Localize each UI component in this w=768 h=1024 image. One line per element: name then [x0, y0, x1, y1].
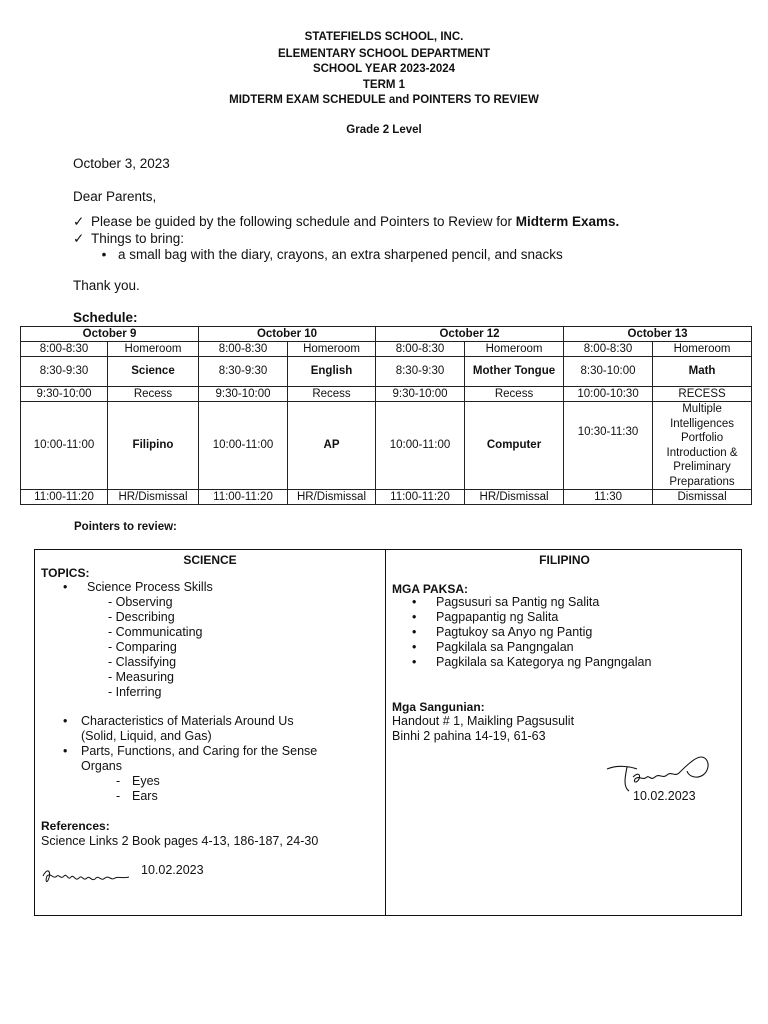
- science-topic: • Characteristics of Materials Around Us: [63, 714, 294, 728]
- skill-item: - Classifying: [108, 655, 177, 669]
- filipino-topics-label: MGA PAKSA:: [392, 582, 468, 596]
- check-mark-icon: ✓: [73, 231, 85, 246]
- schedule-table: [20, 326, 752, 505]
- skill-item: - Describing: [108, 610, 175, 624]
- subject-cell: Filipino: [108, 402, 199, 490]
- filipino-heading: FILIPINO: [539, 553, 590, 567]
- filipino-topic: • Pagsusuri sa Pantig ng Salita: [412, 595, 600, 609]
- subject-cell: Mother Tongue: [465, 357, 564, 387]
- subject-cell: Homeroom: [108, 342, 199, 357]
- references-label: References:: [41, 819, 110, 833]
- schedule-label: Schedule:: [73, 310, 138, 325]
- time-cell: 8:30-9:30: [376, 357, 465, 387]
- time-cell: 9:30-10:00: [21, 387, 108, 402]
- science-sign-date: 10.02.2023: [141, 863, 204, 877]
- subject-cell: English: [288, 357, 376, 387]
- time-cell: 11:30: [564, 490, 653, 505]
- organ-item: - Ears: [116, 789, 158, 803]
- time-cell: 11:00-11:20: [376, 490, 465, 505]
- grade-level: Grade 2 Level: [346, 124, 422, 136]
- science-topic: • Science Process Skills: [63, 580, 213, 594]
- document-title: MIDTERM EXAM SCHEDULE and POINTERS TO REVIEW: [229, 94, 539, 106]
- source-line: Binhi 2 pahina 14-19, 61-63: [392, 729, 546, 743]
- day-header: October 10: [199, 327, 376, 342]
- filipino-topic: • Pagkilala sa Kategorya ng Pangngalan: [412, 655, 652, 669]
- time-cell: 10:00-11:00: [199, 402, 288, 490]
- schedule-header-row: [21, 327, 752, 342]
- subject-cell: Dismissal: [653, 490, 752, 505]
- references-text: Science Links 2 Book pages 4-13, 186-187, 24-30: [41, 834, 319, 848]
- time-cell: 8:30-10:00: [564, 357, 653, 387]
- pointers-label: Pointers to review:: [74, 521, 177, 533]
- time-cell: 10:30-11:30: [564, 402, 653, 490]
- day-header: October 9: [21, 327, 199, 342]
- source-line: Handout # 1, Maikling Pagsusulit: [392, 714, 575, 728]
- subject-cell: Recess: [288, 387, 376, 402]
- time-cell: 8:00-8:30: [376, 342, 465, 357]
- subject-cell: RECESS: [653, 387, 752, 402]
- subject-cell: Homeroom: [288, 342, 376, 357]
- filipino-topic-list: [412, 595, 651, 670]
- organ-item: - Eyes: [116, 774, 160, 788]
- science-heading: SCIENCE: [183, 553, 237, 567]
- filipino-topic: • Pagpapantig ng Salita: [412, 610, 559, 624]
- instruction-line: [73, 215, 619, 229]
- pointers-box: [34, 549, 742, 916]
- time-cell: 8:00-8:30: [564, 342, 653, 357]
- salutation: Dear Parents,: [73, 189, 157, 204]
- bullet-icon: •: [101, 247, 107, 262]
- instruction-bold: Midterm Exams.: [515, 214, 620, 229]
- subject-cell: Math: [653, 357, 752, 387]
- skill-item: - Comparing: [108, 640, 177, 654]
- subject-cell: HR/Dismissal: [288, 490, 376, 505]
- bring-item: [90, 248, 563, 262]
- letter-date: October 3, 2023: [73, 156, 170, 171]
- schedule-row: [21, 387, 752, 402]
- subject-cell: HR/Dismissal: [108, 490, 199, 505]
- school-name: STATEFIELDS SCHOOL, INC.: [304, 31, 464, 43]
- subject-cell: Multiple Intelligences Portfolio Introduction & Preliminary Preparations: [653, 402, 752, 490]
- day-header: October 12: [376, 327, 564, 342]
- schedule-row: [21, 342, 752, 357]
- school-year: SCHOOL YEAR 2023-2024: [312, 63, 456, 75]
- bullet-icon: •: [63, 580, 68, 594]
- subject-cell: Homeroom: [653, 342, 752, 357]
- science-topic-cont: Organs: [81, 759, 122, 773]
- sources-label: Mga Sangunian:: [392, 700, 485, 714]
- check-mark-icon: ✓: [73, 214, 85, 229]
- bullet-icon: •: [63, 714, 68, 728]
- subject-cell: HR/Dismissal: [465, 490, 564, 505]
- subject-cell: Science: [108, 357, 199, 387]
- skill-item: - Inferring: [108, 685, 162, 699]
- bring-item-text: a small bag with the diary, crayons, an extra sharpened pencil, and snacks: [118, 247, 563, 262]
- bullet-icon: •: [63, 744, 68, 758]
- instruction-text: Please be guided by the following schedule and Pointers to Review for: [91, 214, 516, 229]
- subject-cell: Homeroom: [465, 342, 564, 357]
- skill-item: - Communicating: [108, 625, 203, 639]
- science-topic-cont: (Solid, Liquid, and Gas): [81, 729, 212, 743]
- bring-line: [73, 232, 184, 246]
- bring-label: Things to bring:: [91, 231, 185, 246]
- skill-list: [108, 595, 202, 700]
- schedule-row: [21, 490, 752, 505]
- subject-cell: Recess: [108, 387, 199, 402]
- time-cell: 11:00-11:20: [199, 490, 288, 505]
- time-cell: 8:30-9:30: [199, 357, 288, 387]
- term: TERM 1: [362, 79, 406, 91]
- time-cell: 10:00-10:30: [564, 387, 653, 402]
- filipino-sign-date: 10.02.2023: [633, 789, 696, 803]
- science-topics-label: TOPICS:: [41, 566, 90, 580]
- subject-cell: Recess: [465, 387, 564, 402]
- skill-item: - Measuring: [108, 670, 174, 684]
- subject-cell: AP: [288, 402, 376, 490]
- day-header: October 13: [564, 327, 752, 342]
- time-cell: 11:00-11:20: [21, 490, 108, 505]
- skill-item: - Observing: [108, 595, 173, 609]
- closing: Thank you.: [73, 278, 140, 293]
- filipino-topic: • Pagkilala sa Pangngalan: [412, 640, 574, 654]
- time-cell: 8:00-8:30: [199, 342, 288, 357]
- time-cell: 10:00-11:00: [376, 402, 465, 490]
- schedule-row: [21, 357, 752, 387]
- science-signature: [41, 866, 131, 888]
- time-cell: 10:00-11:00: [21, 402, 108, 490]
- column-divider: [385, 550, 386, 915]
- schedule-row: [21, 402, 752, 490]
- subject-cell: Computer: [465, 402, 564, 490]
- time-cell: 9:30-10:00: [376, 387, 465, 402]
- science-topic: • Parts, Functions, and Caring for the Sense: [63, 744, 318, 758]
- time-cell: 8:00-8:30: [21, 342, 108, 357]
- time-cell: 9:30-10:00: [199, 387, 288, 402]
- filipino-topic: • Pagtukoy sa Anyo ng Pantig: [412, 625, 593, 639]
- time-cell: 8:30-9:30: [21, 357, 108, 387]
- department: ELEMENTARY SCHOOL DEPARTMENT: [277, 48, 491, 60]
